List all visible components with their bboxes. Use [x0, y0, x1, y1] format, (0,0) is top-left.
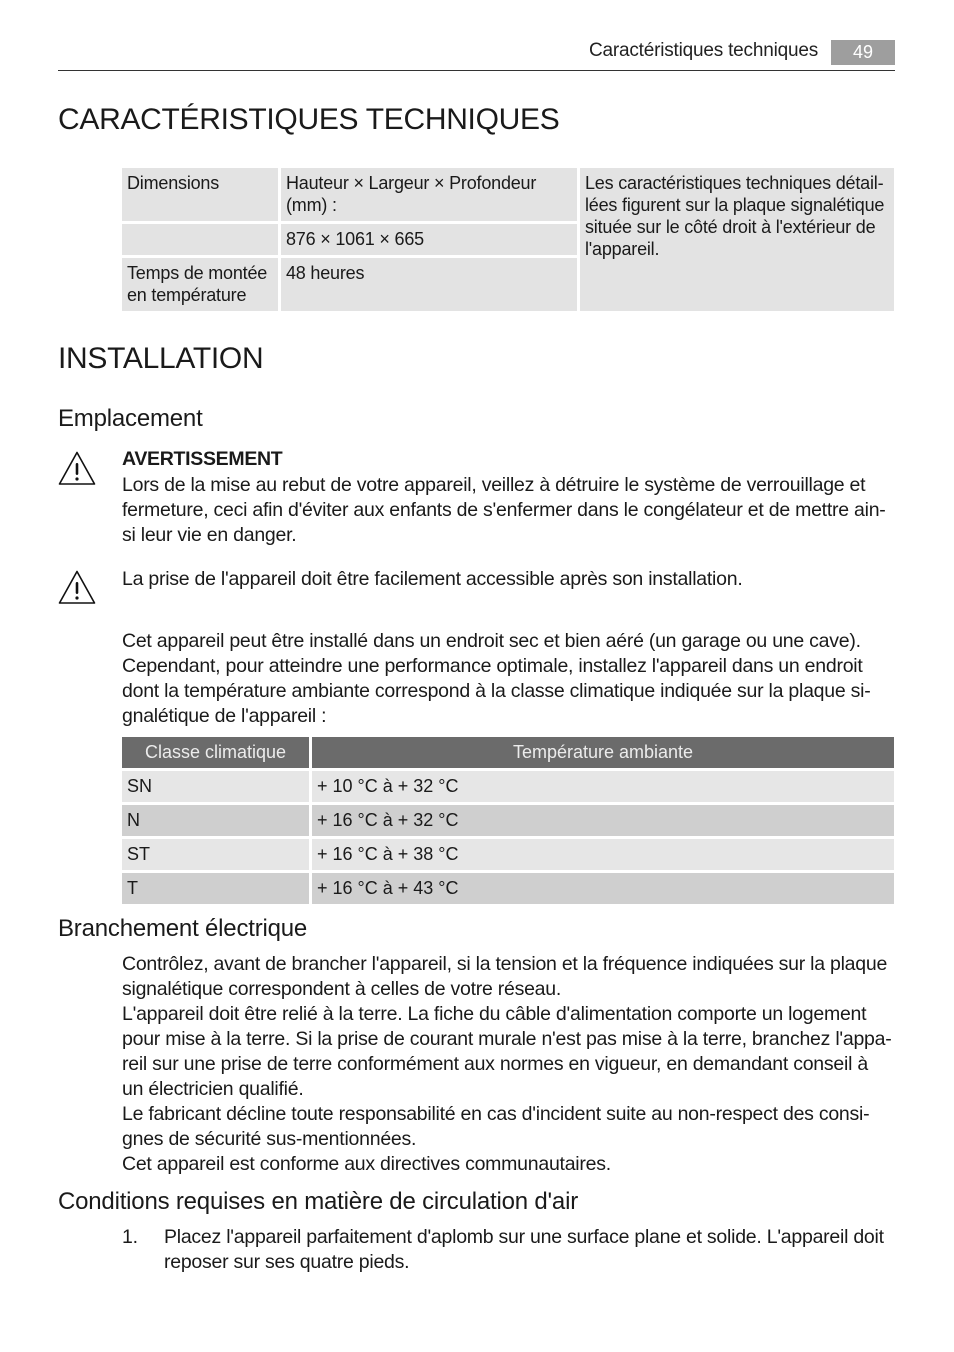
branchement-line: Le fabricant décline toute responsabilité en cas d'incident suite au non-respect des consi- — [122, 1103, 870, 1125]
caution-text: La prise de l'appareil doit être facilement accessible après son installation. — [122, 568, 743, 590]
section-title-specs: CARACTÉRISTIQUES TECHNIQUES — [58, 103, 560, 136]
running-header-title: Caractéristiques techniques — [588, 40, 818, 61]
climate-class-cell: ST — [122, 839, 309, 870]
intro-text: Cet appareil peut être installé dans un endroit sec et bien aéré (un garage ou une cave). Cependant, pour atteindre une performance optimale, installez l'appareil dans un endroit dont la température ambiante correspond à la classe climatique indiquée sur la plaque si-gnalétique de l'appareil : — [122, 630, 871, 727]
branchement-line: signalétique correspondent à celles de votre réseau. — [122, 978, 562, 1000]
branchement-line: Contrôlez, avant de brancher l'appareil, si la tension et la fréquence indiquées sur la plaque — [122, 953, 888, 975]
climate-header-class: Classe climatique — [122, 737, 309, 768]
climate-temp-cell: + 16 °C à + 32 °C — [312, 805, 894, 836]
subsection-title-circulation: Conditions requises en matière de circulation d'air — [58, 1188, 578, 1215]
branchement-line: Cet appareil est conforme aux directives communautaires. — [122, 1153, 611, 1175]
warning-title: AVERTISSEMENT — [122, 448, 283, 470]
branchement-line: gnes de sécurité sus-mentionnées. — [122, 1128, 417, 1150]
branchement-line: un électricien qualifié. — [122, 1078, 304, 1100]
branchement-line: pour mise à la terre. Si la prise de courant murale n'est pas mise à la terre, branchez l'appa- — [122, 1028, 892, 1050]
climate-header-temp: Température ambiante — [312, 737, 894, 768]
climate-class-cell: T — [122, 873, 309, 904]
section-title-installation: INSTALLATION — [58, 342, 264, 375]
climate-temp-cell: + 10 °C à + 32 °C — [312, 771, 894, 802]
header-rule — [58, 70, 895, 71]
step-number: 1. — [122, 1226, 138, 1248]
branchement-line: L'appareil doit être relié à la terre. La fiche du câble d'alimentation comporte un logement — [122, 1003, 867, 1025]
spec-rise-time-value: 48 heures — [281, 258, 577, 311]
subsection-title-branchement: Branchement électrique — [58, 915, 308, 942]
warning-triangle-icon — [57, 569, 97, 605]
subsection-title-emplacement: Emplacement — [58, 405, 203, 432]
warning-triangle-icon — [57, 450, 97, 486]
spec-empty-cell — [122, 224, 278, 255]
spec-dimensions-desc: Hauteur × Largeur × Profondeur (mm) : — [281, 168, 577, 221]
branchement-text — [122, 952, 902, 1177]
spec-rise-time-label: Temps de montée en température — [122, 258, 278, 311]
spec-note: Les caractéristiques techniques détail-lées figurent sur la plaque signalétique située sur le côté droit à l'extérieur de l'appareil. — [580, 168, 894, 311]
climate-class-cell: N — [122, 805, 309, 836]
warning-text: Lors de la mise au rebut de votre appareil, veillez à détruire le système de verrouillage et fermeture, ceci afin d'éviter aux enfants de s'enfermer dans le congélateur et de mettre ain-si leur vie en danger. — [122, 474, 886, 546]
branchement-line: reil sur une prise de terre conformément aux normes en vigueur, en demandant conseil à — [122, 1053, 868, 1075]
climate-temp-cell: + 16 °C à + 38 °C — [312, 839, 894, 870]
climate-class-cell: SN — [122, 771, 309, 802]
step-text: Placez l'appareil parfaitement d'aplomb sur une surface plane et solide. L'appareil doit reposer sur ses quatre pieds. — [164, 1226, 884, 1273]
climate-temp-cell: + 16 °C à + 43 °C — [312, 873, 894, 904]
spec-dimensions-value: 876 × 1061 × 665 — [281, 224, 577, 255]
page-number: 49 — [831, 40, 895, 65]
spec-dimensions-label: Dimensions — [122, 168, 278, 221]
